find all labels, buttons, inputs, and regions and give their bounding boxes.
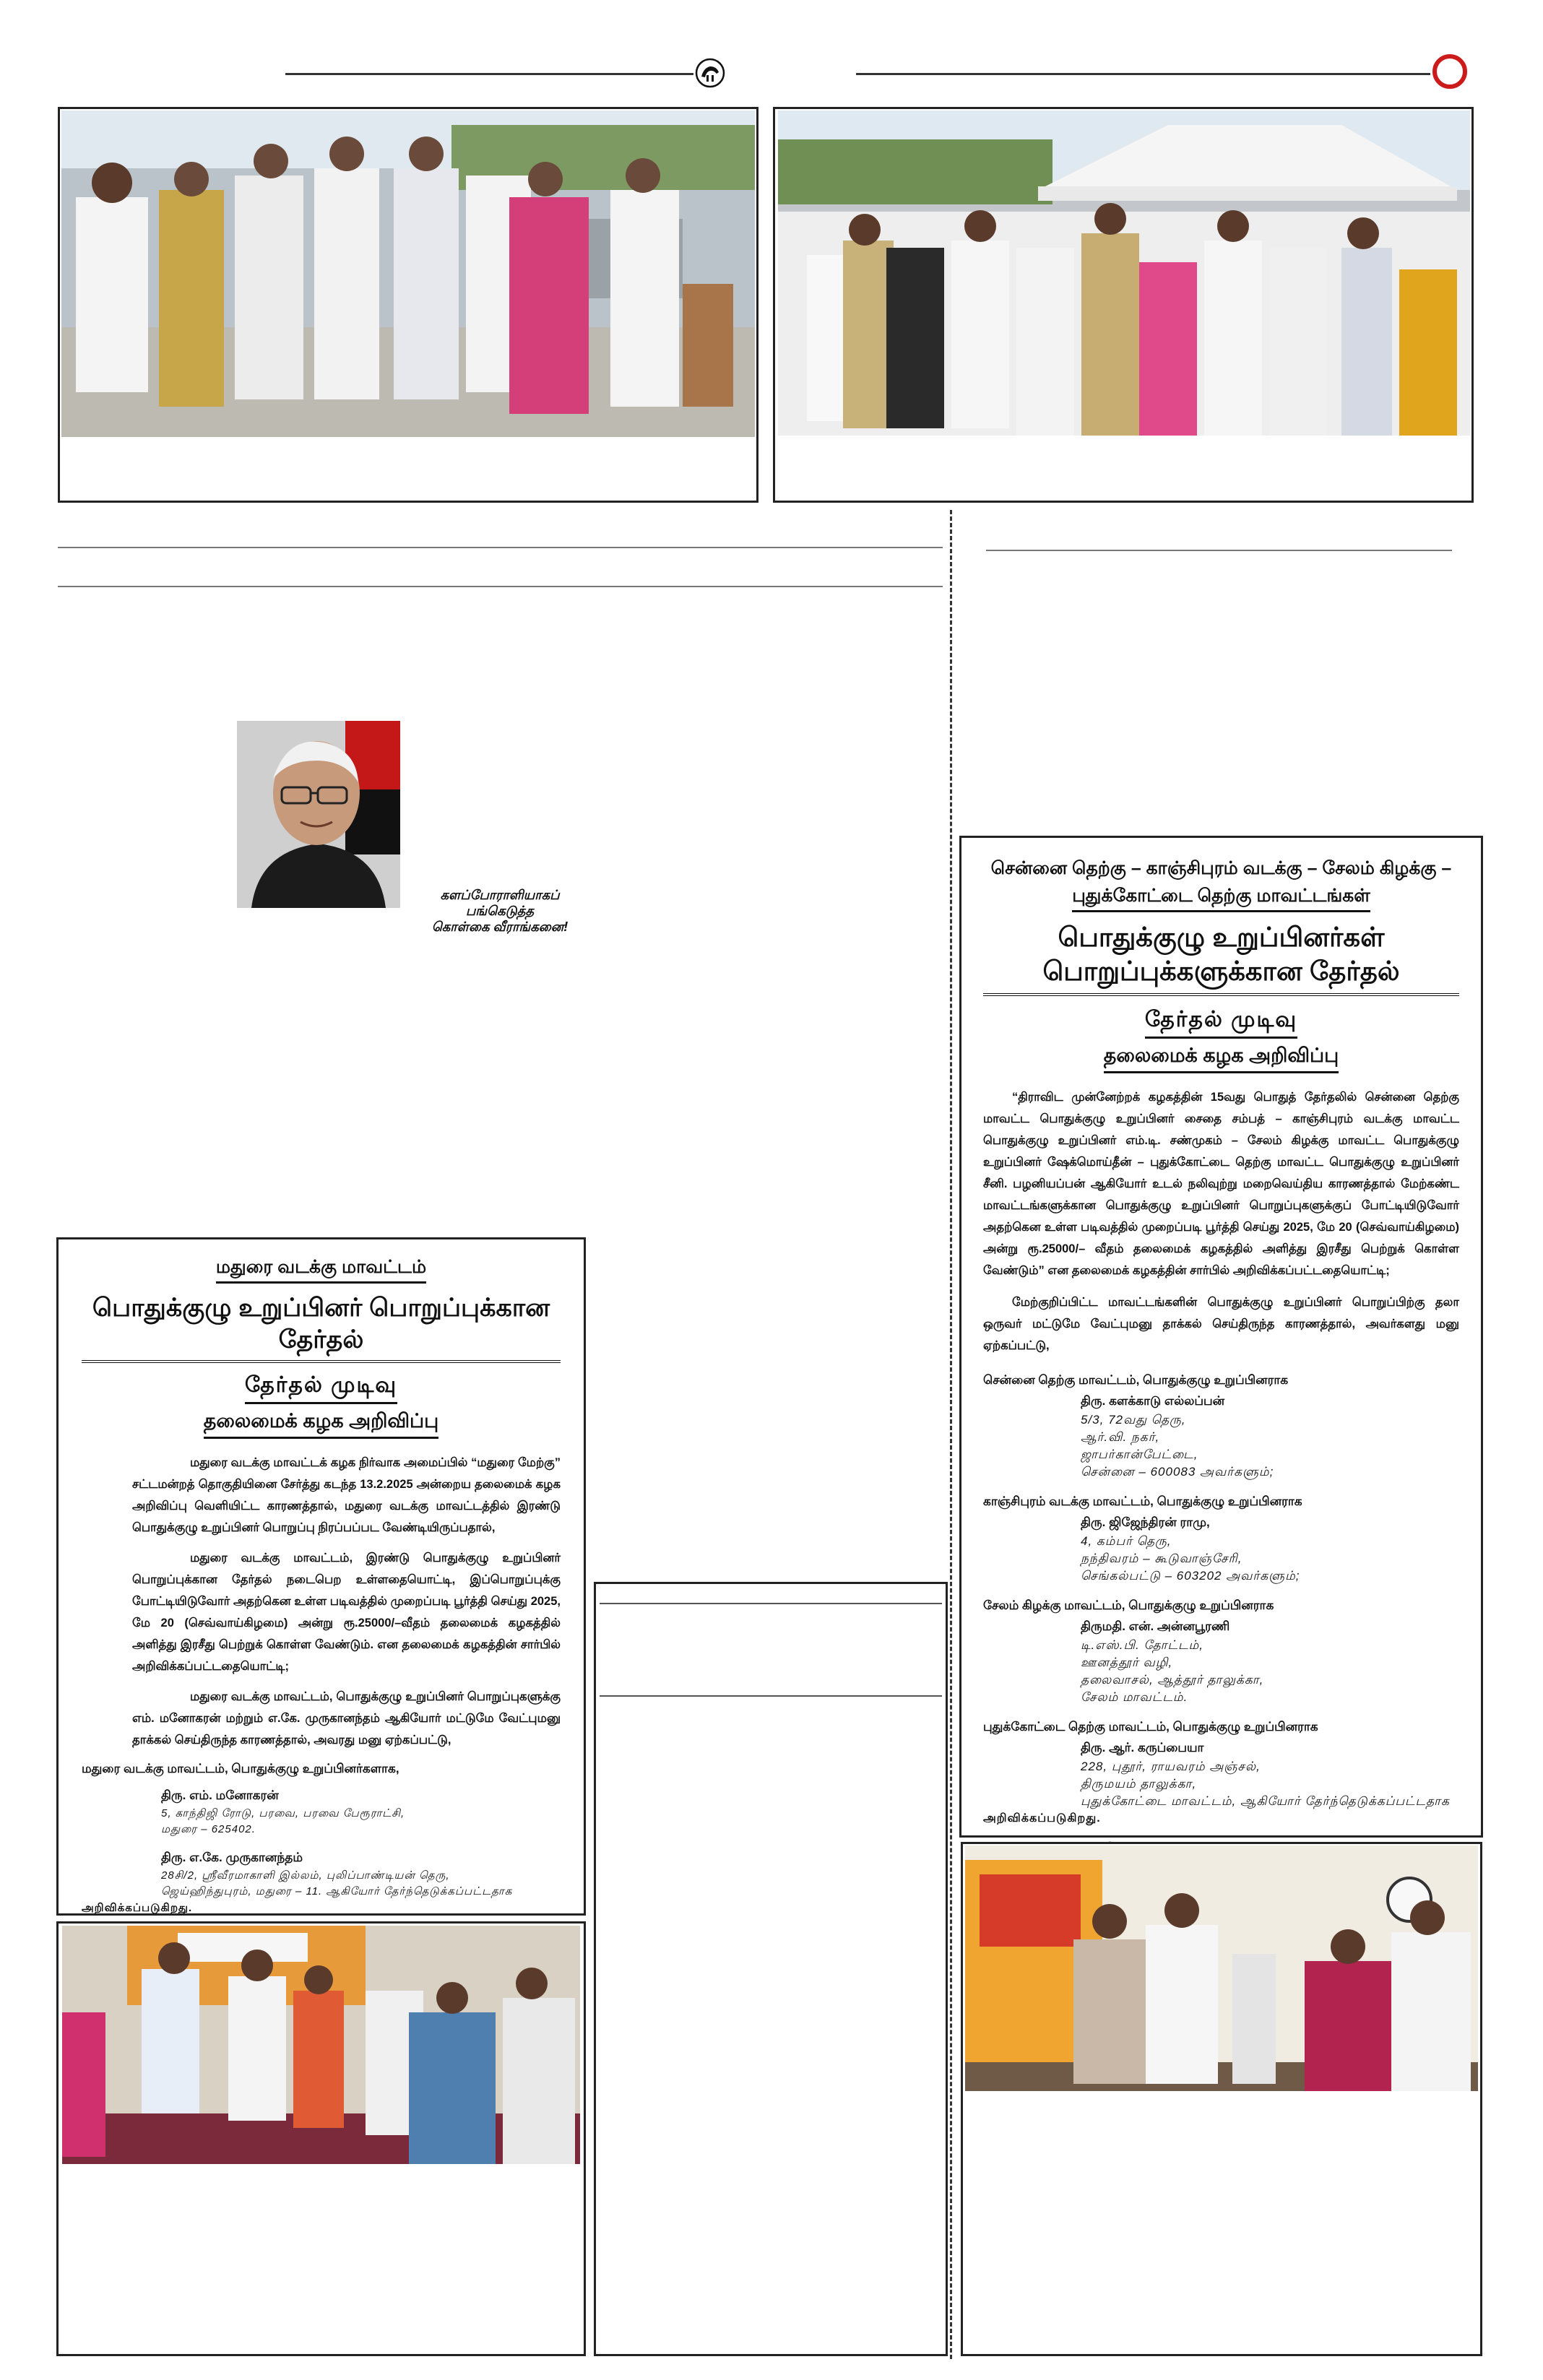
notice-right-s1-addr4: சென்னை – 600083 அவர்களும்; (1081, 1465, 1274, 1479)
notice-left-result: தேர்தல் முடிவு (245, 1373, 397, 1404)
tribute-portrait (237, 721, 400, 908)
notice-right-s2-addr2: நந்திவரம் – கூடுவாஞ்சேரி, (1081, 1552, 1242, 1565)
notice-left-frame (56, 1237, 586, 1916)
notice-right-s4-addr3: புதுக்கோட்டை மாவட்டம், ஆகியோர் தேர்ந்தெடுக்கப்பட்டதாக (1081, 1794, 1450, 1808)
notice-right-s1-name: திரு. களக்காடு எல்லப்பன் (1081, 1394, 1225, 1408)
notice-right-s4-addr1: 228, புதூர், ராயவரம் அஞ்சல், (1081, 1760, 1261, 1773)
event-photo-bottom-left (62, 1926, 580, 2164)
notice-left-m1-addr2: மதுரை – 625402. (161, 1823, 256, 1835)
red-ring-icon (1432, 53, 1468, 90)
notice-left-para1: மதுரை வடக்கு மாவட்டக் கழக நிர்வாக அமைப்பில் “மதுரை மேற்கு” சட்டமன்றத் தொகுதியினை சேர்த்து கடந்த 13.2.2025 அன்றைய தலைமைக் கழக அறிவிப்பு வெளியிட்ட காரணத்தால், மதுரை வடக்கு மாவட்டத்தில் இரண்டு பொதுக்குழு உறுப்பினர் பொறுப்பு நிரப்பப்பட வேண்டியிருப்பதால், (132, 1456, 561, 1534)
notice-right-s2-name: திரு. ஜிஜேந்திரன் ராமு, (1081, 1515, 1210, 1529)
notice-right-announcement: தலைமைக் கழக அறிவிப்பு (1104, 1044, 1339, 1073)
notice-left-m2-addr2: ஜெய்ஹிந்துபுரம், மதுரை – 11. ஆகியோர் தேர்ந்தெடுக்கப்பட்டதாக (161, 1885, 513, 1897)
event-photo-top-right (778, 111, 1470, 436)
header-rule-right (856, 73, 1430, 75)
tribute-caption-line1: களப்போராளியாகப் (440, 888, 560, 902)
tribute-caption-line3: கொள்கை வீராங்கனை! (431, 919, 569, 934)
notice-right-s1-heading: சென்னை தெற்கு மாவட்டம், பொதுக்குழு உறுப்பினராக (983, 1373, 1289, 1387)
event-photo-top-left (61, 111, 755, 437)
notice-left-announcement: தலைமைக் கழக அறிவிப்பு (204, 1410, 439, 1439)
notice-right-s3-name: திருமதி. என். அன்னபூரணி (1081, 1619, 1230, 1633)
event-photo-bottom-right (965, 1845, 1478, 2091)
notice-left-m1-name: திரு. எம். மனோகரன் (161, 1788, 279, 1802)
section-rule-1 (58, 547, 943, 548)
notice-right-title: பொதுக்குழு உறுப்பினர்கள் பொறுப்புக்களுக்கான தேர்தல் (983, 922, 1459, 996)
notice-left-m2-addr1: 28சி/2, ஸ்ரீவீரமாகாளி இல்லம், புலிப்பாண்டியன் தெரு, (161, 1869, 450, 1882)
notice-right-s3-addr1: டி.எஸ்.பி. தோட்டம், (1081, 1638, 1203, 1652)
column-divider (950, 510, 952, 2359)
notice-right-districts-line2: புதுக்கோட்டை தெற்கு மாவட்டங்கள் (1072, 886, 1370, 912)
middle-box-rule-1 (600, 1603, 942, 1604)
section-rule-3 (986, 550, 1452, 551)
party-emblem-icon (695, 58, 725, 88)
notice-right-para2: மேற்குறிப்பிட்ட மாவட்டங்களின் பொதுக்குழு உறுப்பினர் பொறுப்பிற்கு தலா ஒருவர் மட்டுமே வேட்புமனு தாக்கல் செய்திருந்த காரணத்தால், அவர்களது மனு ஏற்கப்பட்டு, (983, 1296, 1459, 1352)
tribute-caption (413, 887, 587, 935)
notice-right-result: தேர்தல் முடிவு (1145, 1008, 1297, 1039)
notice-right-s3-addr4: சேலம் மாவட்டம். (1081, 1690, 1188, 1704)
middle-box-rule-2 (600, 1695, 942, 1697)
notice-right-s4-addr4: அறிவிக்கப்படுகிறது. (983, 1812, 1101, 1825)
notice-right-s1-addr1: 5/3, 72வது தெரு, (1081, 1413, 1186, 1427)
notice-right-para1: “திராவிட முன்னேற்றக் கழகத்தின் 15வது பொதுத் தேர்தலில் சென்னை தெற்கு மாவட்ட பொதுக்குழு உறுப்பினர் சைதை சம்பத் – காஞ்சிபுரம் வடக்கு மாவட்ட பொதுக்குழு உறுப்பினர் எம்.டி. சண்முகம் – சேலம் கிழக்கு மாவட்ட பொதுக்குழு உறுப்பினர் ஷேக்மொய்தீன் – புதுக்கோட்டை தெற்கு மாவட்ட பொதுக்குழு உறுப்பினர் சீனி. பழனியப்பன் ஆகியோர் உடல் நலிவுற்று மறைவெய்திய காரணத்தால் மேற்கண்ட மாவட்டங்களுக்கான பொதுக்குழு உறுப்பினர் பொறுப்புகளுக்குப் போட்டியிடுவோர் அதற்கென உள்ள படிவத்தில் முறைப்படி பூர்த்தி செய்து 2025, மே 20 (செவ்வாய்கிழமை) அன்று ரூ.25000/– வீதம் தலைமைக் கழகத்தில் அளித்து இரசீது பெற்றுக் கொள்ள வேண்டும்” என தலைமைக் கழகத்தின் சார்பில் அறிவிக்கப்பட்டதையொட்டி; (983, 1091, 1459, 1277)
notice-right-districts-line1: சென்னை தெற்கு – காஞ்சிபுரம் வடக்கு – சேலம் கிழக்கு – (990, 858, 1452, 878)
notice-right-s4-name: திரு. ஆர். கருப்பையா (1081, 1741, 1204, 1754)
notice-left-para3: மதுரை வடக்கு மாவட்டம், பொதுக்குழு உறுப்பினர் பொறுப்புகளுக்கு எம். மனோகரன் மற்றும் எ.கே. முருகானந்தம் ஆகியோர் மட்டுமே வேட்புமனு தாக்கல் செய்திருந்த காரணத்தால், அவரது மனு ஏற்கப்பட்டு, (132, 1690, 561, 1747)
notice-right-s3-addr2: ஊனத்தூர் வழி, (1081, 1656, 1173, 1669)
notice-left-title: பொதுக்குழு உறுப்பினர் பொறுப்புக்கான தேர்தல் (82, 1294, 561, 1363)
header-rule-left (285, 73, 693, 75)
notice-right-s2-addr1: 4, கம்பர் தெரு, (1081, 1534, 1172, 1548)
notice-right-s3-addr3: தலைவாசல், ஆத்தூர் தாலுக்கா, (1081, 1673, 1264, 1687)
notice-right-s4-addr2: திருமயம் தாலுக்கா, (1081, 1777, 1197, 1791)
notice-left-m2-name: திரு. எ.கே. முருகானந்தம் (161, 1851, 303, 1864)
middle-column-box (594, 1582, 948, 2356)
notice-right-s3-heading: சேலம் கிழக்கு மாவட்டம், பொதுக்குழு உறுப்பினராக (983, 1598, 1274, 1612)
notice-right-s1-addr2: ஆர்.வி. நகர், (1081, 1430, 1160, 1444)
notice-left-district: மதுரை வடக்கு மாவட்டம் (216, 1257, 426, 1284)
tribute-caption-line2: பங்கெடுத்த (465, 904, 535, 918)
notice-left-m2-addr3: அறிவிக்கப்படுகிறது. (82, 1902, 193, 1914)
notice-right-s2-addr3: செங்கல்பட்டு – 603202 அவர்களும்; (1081, 1569, 1300, 1583)
notice-right-s4-heading: புதுக்கோட்டை தெற்கு மாவட்டம், பொதுக்குழு உறுப்பினராக (983, 1720, 1318, 1734)
notice-left-m1-addr1: 5, காந்திஜி ரோடு, பரவை, பரவை பேரூராட்சி, (161, 1807, 405, 1819)
notice-left-para2: மதுரை வடக்கு மாவட்டம், இரண்டு பொதுக்குழு உறுப்பினர் பொறுப்புக்கான தேர்தல் நடைபெற உள்ளதையொட்டி, இப்பொறுப்புக்கு போட்டியிடுவோர் அதற்கென உள்ள படிவத்தில் முறைப்படி பூர்த்தி செய்து 2025, மே 20 (செவ்வாய்கிழமை) அன்று ரூ.25000/–வீதம் தலைமைக் கழகத்தில் அளித்து இரசீது பெற்றுக் கொள்ள வேண்டும். என தலைமைக் கழகத்தின் சார்பில் அறிவிக்கப்பட்டதையொட்டி; (132, 1552, 561, 1673)
notice-left-section: மதுரை வடக்கு மாவட்டம், பொதுக்குழு உறுப்பினர்களாக, (82, 1762, 399, 1775)
notice-right-frame (959, 836, 1483, 1838)
section-rule-2 (58, 586, 943, 587)
notice-right-s2-heading: காஞ்சிபுரம் வடக்கு மாவட்டம், பொதுக்குழு உறுப்பினராக (983, 1494, 1302, 1508)
notice-right-s1-addr3: ஜாபர்கான்பேட்டை, (1081, 1448, 1198, 1461)
